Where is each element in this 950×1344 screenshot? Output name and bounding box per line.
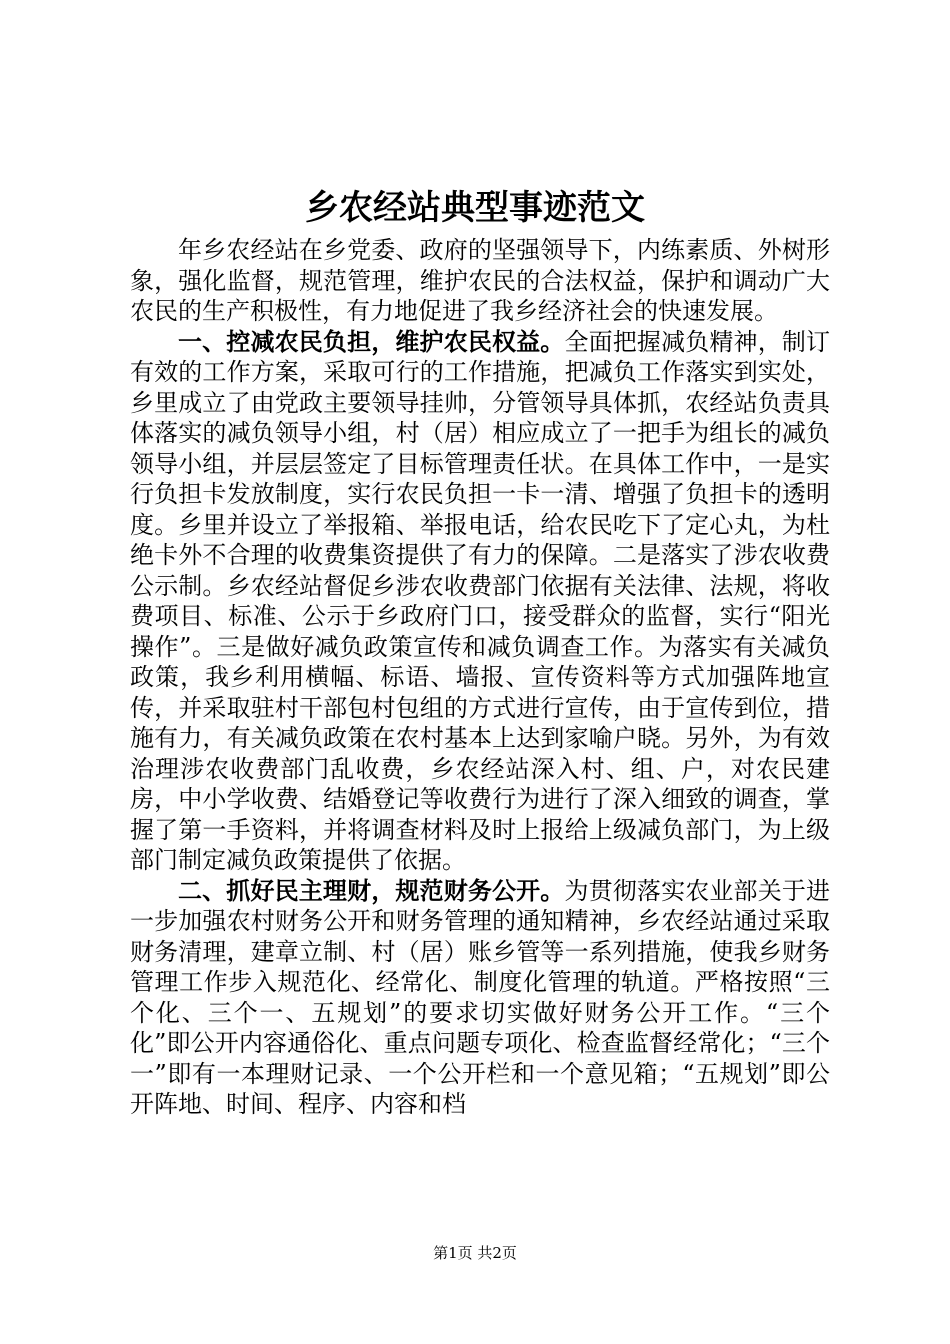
section-1-heading: 一、控减农民负担，维护农民权益。 <box>178 326 565 356</box>
document-title: 乡农经站典型事迹范文 <box>305 188 645 228</box>
section-2-body: 为贯彻落实农业部关于进一步加强农村财务公开和财务管理的通知精神，乡农经站通过采取财务清理，建章立制、村（居）账乡管等一系列措施，使我乡财务管理工作步入规范化、经常化、制度化管理的轨道。严格按照“三个化、三个一、五规划”的要求切实做好财务公开工作。“三个化”即公开内容通俗化、重点问题专项化、检查监督经常化；“三个一”即有一本理财记录、一个公开栏和一个意见箱；“五规划”即公开阵地、时间、程序、内容和档 <box>130 876 831 1118</box>
section-2-heading: 二、抓好民主理财，规范财务公开。 <box>178 875 565 905</box>
document-body <box>130 235 830 1120</box>
section-1-paragraph <box>130 327 830 876</box>
section-2-paragraph <box>130 876 830 1120</box>
intro-paragraph: 年乡农经站在乡党委、政府的坚强领导下，内练素质、外树形象，强化监督，规范管理，维护农民的合法权益，保护和调动广大农民的生产积极性，有力地促进了我乡经济社会的快速发展。 <box>130 236 830 325</box>
page-footer: 第1页 共2页 <box>433 1244 517 1262</box>
section-1-body: 全面把握减负精神，制订有效的工作方案，采取可行的工作措施，把减负工作落实到实处，乡里成立了由党政主要领导挂帅，分管领导具体抓，农经站负责具体落实的减负领导小组，村（居）相应成立了一把手为组长的减负领导小组，并层层签定了目标管理责任状。在具体工作中，一是实行负担卡发放制度，实行农民负担一卡一清、增强了负担卡的透明度。乡里并设立了举报箱、举报电话，给农民吃下了定心丸，为杜绝卡外不合理的收费集资提供了有力的保障。二是落实了涉农收费公示制。乡农经站督促乡涉农收费部门依据有关法律、法规，将收费项目、标准、公示于乡政府门口，接受群众的监督，实行“阳光操作”。三是做好减负政策宣传和减负调查工作。为落实有关减负政策，我乡利用横幅、标语、墙报、宣传资料等方式加强阵地宣传，并采取驻村干部包村包组的方式进行宣传，由于宣传到位，措施有力，有关减负政策在农村基本上达到家喻户晓。另外，为有效治理涉农收费部门乱收费，乡农经站深入村、组、户，对农民建房，中小学收费、结婚登记等收费行为进行了深入细致的调查，掌握了第一手资料，并将调查材料及时上报给上级减负部门，为上级部门制定减负政策提供了依据。 <box>130 327 831 874</box>
